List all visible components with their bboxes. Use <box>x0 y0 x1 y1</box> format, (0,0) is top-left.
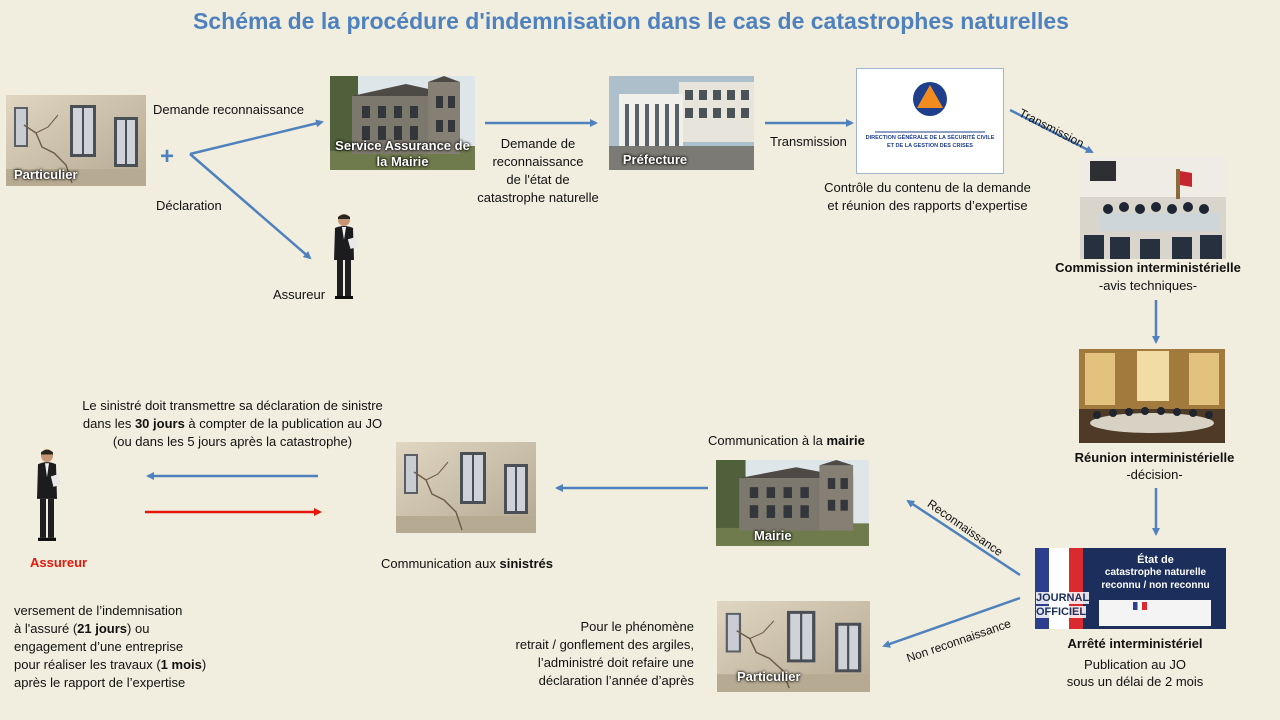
demande-reconnaissance-label: Demande reconnaissance <box>153 102 305 117</box>
phenomene-line: l’administré doit refaire une <box>537 655 694 670</box>
non-reconnaissance-label: Non reconnaissance <box>904 616 1013 666</box>
mairie-service-caption: Service Assurance de la Mairie <box>335 138 470 169</box>
reunion-photo <box>1079 349 1225 443</box>
commission-sub: -avis techniques- <box>1098 278 1198 293</box>
particulier-photo-top <box>6 95 146 186</box>
controle-line: et réunion des rapports d’expertise <box>827 198 1028 213</box>
sinistre-l2-pre: dans les <box>82 416 135 431</box>
reconnaissance-label: Reconnaissance <box>924 496 1006 560</box>
versement-line-3: engagement d’une entreprise <box>14 639 184 654</box>
versement-line-1: versement de l’indemnisation <box>14 603 183 618</box>
demande-etat-line: de l'état de <box>506 172 570 187</box>
communication-mairie-label <box>708 432 865 450</box>
sinistre-l2-post: à compter de la publication au JO <box>184 416 383 431</box>
versement-l2-bold: 21 jours <box>77 621 128 636</box>
plus-sign: + <box>160 143 175 170</box>
phenomene-line: Pour le phénomène <box>580 619 694 634</box>
versement-line-2 <box>14 620 244 638</box>
dgscgc-logo <box>856 68 1004 174</box>
demande-etat-line: Demande de <box>500 136 576 151</box>
arrete-title: Arrêté interministériel <box>1067 636 1203 651</box>
mairie-service-photo <box>330 76 475 170</box>
assureur-person-top <box>330 212 358 304</box>
reunion-sub: -décision- <box>1126 467 1183 482</box>
demande-etat-line: reconnaissance <box>492 154 584 169</box>
versement-l2-pre: à l'assuré ( <box>14 621 78 636</box>
page-title: Schéma de la procédure d'indemnisation dans le cas de catastrophes naturelles <box>193 8 1069 34</box>
versement-line-4 <box>14 656 244 674</box>
assureur-label-top: Assureur <box>273 287 326 302</box>
dgscgc-text-1: DIRECTION GÉNÉRALE DE LA SÉCURITÉ CIVILE <box>865 135 995 141</box>
dgscgc-text-2: ET DE LA GESTION DES CRISES <box>887 143 973 149</box>
phenomene-line: déclaration l’année d’après <box>538 673 694 688</box>
phenomene-line: retrait / gonflement des argiles, <box>515 637 694 652</box>
arrow-to-mairie-service <box>190 122 322 154</box>
mairie-photo-bottom <box>716 460 869 546</box>
prefecture-photo <box>609 76 754 170</box>
controle-label <box>800 179 1055 215</box>
particulier-caption-top: Particulier <box>14 167 78 182</box>
communication-mairie-bold: mairie <box>826 433 865 448</box>
assureur-person-bottom <box>33 447 61 547</box>
sinistres-photo <box>396 442 536 533</box>
communication-sinistres-bold: sinistrés <box>499 556 553 571</box>
assureur-label-bottom: Assureur <box>30 555 88 570</box>
commission-title: Commission interministérielle <box>1055 260 1241 275</box>
mairie-caption-bottom: Mairie <box>754 528 792 543</box>
sinistre-line-3: (ou dans les 5 jours après la catastrophe) <box>112 434 353 449</box>
versement-l4-post: ) <box>201 657 207 672</box>
journal-officiel-image <box>1035 548 1226 629</box>
arrete-sub-2: sous un délai de 2 mois <box>1066 674 1204 689</box>
versement-l4-bold: 1 mois <box>160 657 202 672</box>
phenomene-label <box>480 618 694 690</box>
controle-line: Contrôle du contenu de la demande <box>824 180 1031 195</box>
civil-protection-icon <box>857 69 1003 139</box>
versement-l2-post: ) ou <box>127 621 150 636</box>
sinistre-line-1: Le sinistré doit transmettre sa déclaration de sinistre <box>82 398 383 413</box>
jo-logo-1: JOURNAL <box>1036 592 1090 604</box>
demande-etat-line: catastrophe naturelle <box>477 190 599 205</box>
transmission-label-2: Transmission <box>1016 105 1087 151</box>
versement-line-5: après le rapport de l’expertise <box>14 675 186 690</box>
sinistre-deadline-text <box>60 397 405 451</box>
transmission-label-1: Transmission <box>770 134 847 149</box>
declaration-label: Déclaration <box>156 198 222 213</box>
particulier-caption-bottom: Particulier <box>737 669 801 684</box>
jo-heading-3: reconnu / non reconnu <box>1101 580 1210 591</box>
jo-logo-2: OFFICIEL <box>1036 606 1087 618</box>
communication-sinistres-text: Communication aux <box>381 556 500 571</box>
versement-text <box>14 602 244 692</box>
arrete-sub-1: Publication au JO <box>1084 657 1186 672</box>
sinistre-line-2 <box>60 415 405 433</box>
jo-heading-1: État de <box>1137 554 1174 566</box>
demande-etat-label <box>462 135 614 207</box>
jo-heading-2: catastrophe naturelle <box>1104 567 1207 578</box>
particulier-photo-bottom <box>717 601 870 692</box>
prefecture-caption: Préfecture <box>622 152 688 167</box>
sinistre-l2-bold: 30 jours <box>134 416 185 431</box>
communication-mairie-text: Communication à la <box>708 433 827 448</box>
reunion-title: Réunion interministérielle <box>1074 450 1235 465</box>
communication-sinistres-label <box>381 555 553 573</box>
commission-photo <box>1080 157 1226 259</box>
versement-l4-pre: pour réaliser les travaux ( <box>14 657 161 672</box>
